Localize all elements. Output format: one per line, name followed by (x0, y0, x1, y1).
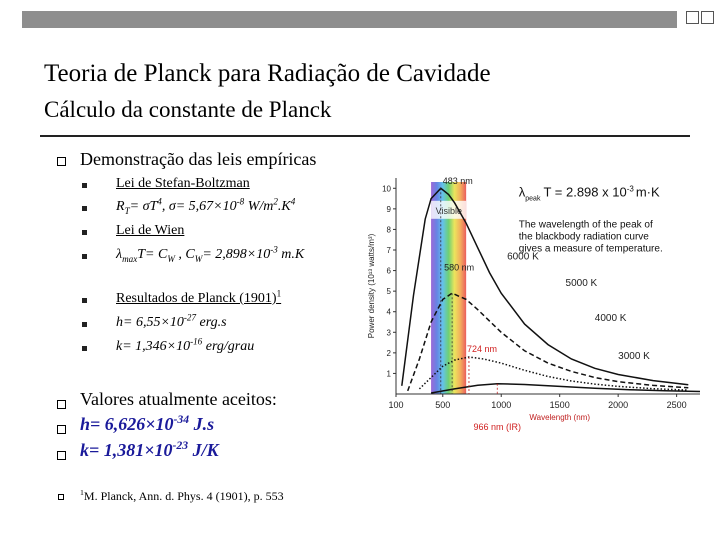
title-bar (22, 11, 677, 28)
wien-label: Lei de Wien (116, 223, 185, 238)
x-tick-label: 1500 (549, 400, 570, 410)
stefan-boltzmann-formula: $R_T= \sigma T^4$, $\sigma= 5,67\times 10^{-8}$ $W/m^2.K^4$ (116, 196, 296, 216)
planck-results-label: Resultados de Planck $(1901)^1$ (116, 288, 282, 306)
bullet (82, 346, 87, 351)
planck-k-value: $k= 1,346\times 10^{-16}$ erg/grau (116, 336, 255, 354)
accepted-k-value: $k= 1,381\times 10^{-23}$ J/K (80, 439, 219, 460)
accepted-h-value: $h= 6,626\times 10^{-34}$ J.s (80, 413, 215, 434)
slide-subtitle: Cálculo da constante de Planck (44, 97, 332, 122)
caption-line: gives a measure of temperature. (518, 243, 663, 255)
y-tick-label: 1 (386, 369, 391, 379)
square-bullet (57, 400, 66, 409)
peak-label-483: 483 nm (442, 176, 473, 187)
visible-label: Visible (435, 205, 463, 216)
peak-label-580: 580 nm (444, 262, 475, 273)
x-tick-label: 100 (388, 400, 404, 410)
caption-line: the blackbody radiation curve (518, 231, 649, 243)
series-label-5000k: 5000 K (565, 278, 598, 289)
x-tick-label: 1000 (491, 400, 512, 410)
square-bullet (57, 451, 66, 460)
peak-label-966: 966 nm (IR) (473, 422, 522, 432)
y-tick-label: 2 (386, 348, 391, 358)
corner-box-left (686, 11, 699, 24)
y-tick-label: 4 (386, 307, 391, 317)
title-divider (40, 135, 690, 137)
y-tick-label: 10 (382, 184, 391, 194)
x-axis-label: Wavelength (nm) (529, 413, 591, 422)
x-tick-label: 2500 (666, 400, 687, 410)
corner-box-right (701, 11, 714, 24)
y-tick-label: 5 (386, 287, 391, 297)
formula-main: T = 2.898 x 10 (543, 184, 627, 200)
planck-h-value: $h= 6,55\times 10^{-27}$ erg.s (116, 312, 227, 330)
formula-peak: peak (525, 195, 541, 203)
blackbody-radiation-chart (360, 170, 712, 432)
series-label-3000k: 3000 K (618, 351, 650, 363)
y-tick-label: 9 (386, 204, 391, 214)
square-bullet (58, 494, 64, 500)
accepted-values-heading: Valores atualmente aceitos: (80, 389, 277, 409)
series-label-6000k: 6000 K (507, 251, 539, 263)
empirical-laws-heading: Demonstração das leis empíricas (80, 149, 317, 169)
bullet (82, 322, 87, 327)
square-bullet (57, 157, 66, 166)
slide-title: Teoria de Planck para Radiação de Cavidade (44, 60, 491, 87)
y-tick-label: 3 (386, 328, 391, 338)
formula-exp: -3 (626, 184, 634, 194)
formula-lambda: λ (518, 184, 526, 200)
series-label-4000k: 4000 K (594, 312, 627, 324)
bullet (82, 230, 87, 235)
bullet (82, 298, 87, 303)
wien-formula-plot (519, 185, 660, 203)
y-tick-label: 7 (386, 246, 391, 255)
stefan-boltzmann-label: Lei de Stefan-Boltzman (116, 176, 250, 191)
caption-line: The wavelength of the peak of (518, 219, 653, 231)
y-axis-label: Power density (10¹³ watts/m³) (367, 233, 376, 339)
y-tick-label: 6 (386, 266, 391, 276)
y-tick-label: 8 (386, 225, 391, 235)
series-curve-3 (431, 384, 700, 393)
wien-formula: $\lambda_{max}T= C_W$ , $C_W= 2,898\times 10^{-3}$ m.K (116, 244, 305, 264)
x-tick-label: 2000 (608, 400, 629, 410)
x-tick-label: 500 (435, 400, 451, 410)
bullet (82, 206, 87, 211)
formula-unit: m·K (635, 184, 660, 200)
peak-label-724: 724 nm (466, 343, 497, 354)
bullet (82, 183, 87, 188)
footnote: $^1$M. Planck, Ann. d. Phys. 4 (1901), p. 553 (80, 488, 284, 503)
bullet (82, 254, 87, 259)
square-bullet (57, 425, 66, 434)
